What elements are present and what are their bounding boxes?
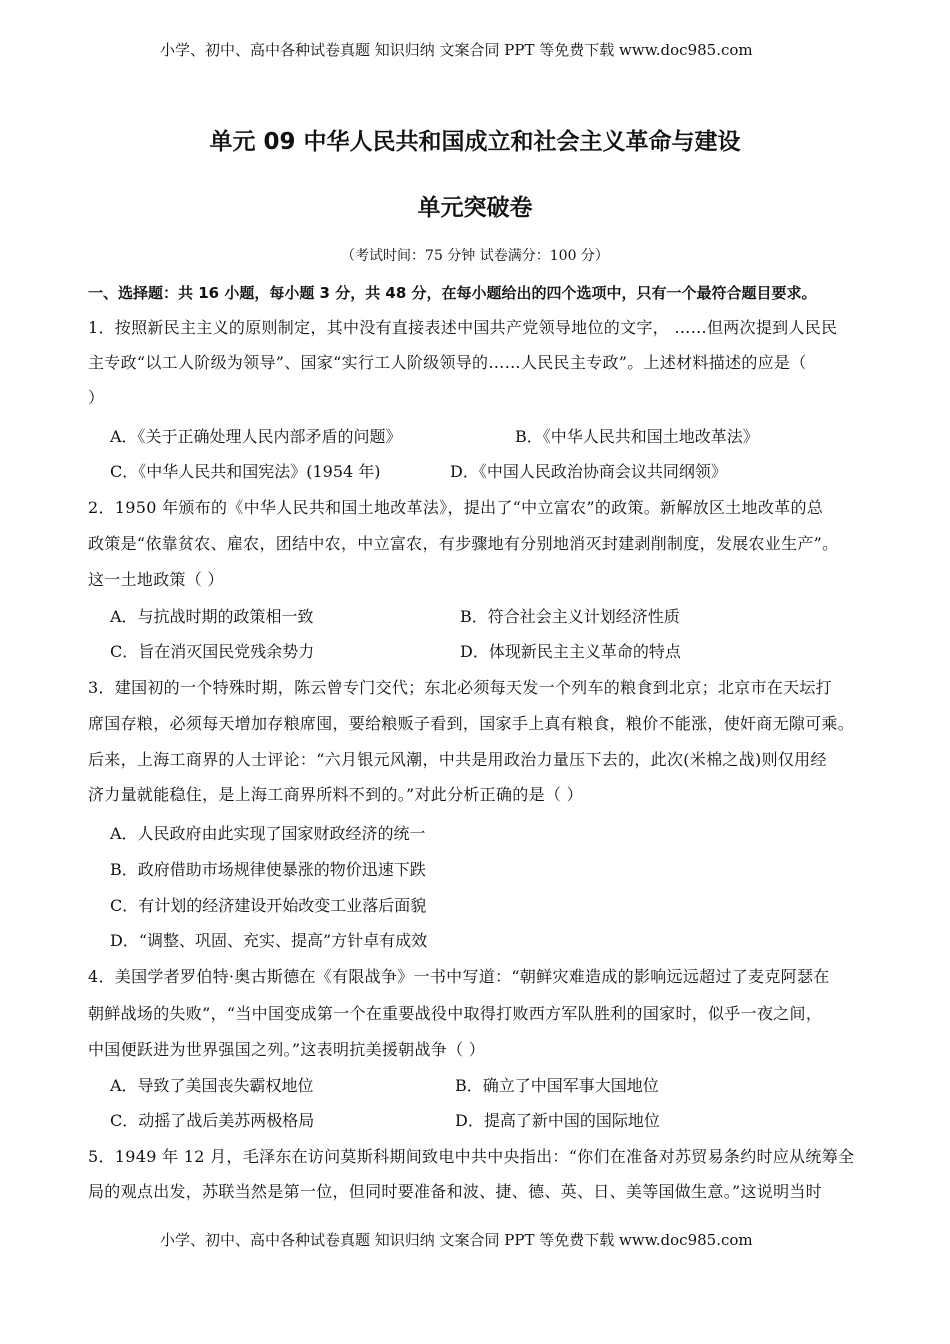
question-3-option-a: A．人民政府由此实现了国家财政经济的统一 [110,824,426,843]
question-3-option-c: C．有计划的经济建设开始改变工业落后面貌 [110,896,427,915]
question-4-line: 4．美国学者罗伯特·奥古斯德在《有限战争》一书中写道：“朝鲜灾难造成的影响远远超过了麦克阿瑟在 [88,967,830,986]
question-1-line: ） [88,388,105,407]
page-header: 小学、初中、高中各种试卷真题 知识归纳 文案合同 PPT 等免费下载 www.doc985.com [160,41,753,59]
question-3-option-b: B．政府借助市场规律使暴涨的物价迅速下跌 [110,860,426,879]
question-2-line: 这一土地政策（ ） [88,570,224,589]
question-4-line: 中国便跃进为世界强国之列。”这表明抗美援朝战争（ ） [88,1040,486,1059]
question-2-option-b: B．符合社会主义计划经济性质 [460,607,680,626]
question-4-option-a: A．导致了美国丧失霸权地位 [110,1076,314,1095]
question-2-line: 政策是“依靠贫农、雇农，团结中农，中立富农，有步骤地有分别地消灭封建剥削制度，发展农业生产”。 [88,534,839,553]
document-title: 单元 09 中华人民共和国成立和社会主义革命与建设 [209,129,741,155]
question-4-option-c: C．动摇了战后美苏两极格局 [110,1111,315,1130]
question-4-line: 朝鲜战场的失败”，“当中国变成第一个在重要战役中取得打败西方军队胜利的国家时，似乎一夜之间， [88,1004,823,1023]
section-heading: 一、选择题：共 16 小题，每小题 3 分，共 48 分，在每小题给出的四个选项中，只有一个最符合题目要求。 [88,284,817,302]
question-1-line: 1．按照新民主主义的原则制定，其中没有直接表述中国共产党领导地位的文字， ……但两次提到人民民 [88,318,838,337]
question-2-line: 2．1950 年颁布的《中华人民共和国土地改革法》，提出了“中立富农”的政策。新解放区土地改革的总 [88,498,824,517]
document-subtitle: 单元突破卷 [417,195,533,221]
question-3-line: 3．建国初的一个特殊时期，陈云曾专门交代；东北必须每天发一个列车的粮食到北京；北京市在天坛打 [88,678,832,697]
exam-info: （考试时间：75 分钟 试卷满分：100 分） [341,248,609,264]
question-1-line: 主专政“以工人阶级为领导”、国家“实行工人阶级领导的……人民民主专政”。上述材料描述的应是（ [88,353,807,372]
question-4-option-d: D．提高了新中国的国际地位 [455,1111,660,1130]
question-1-option-d: D．《中国人民政治协商会议共同纲领》 [450,462,727,481]
question-1-option-c: C．《中华人民共和国宪法》(1954 年) [110,462,381,481]
page-footer: 小学、初中、高中各种试卷真题 知识归纳 文案合同 PPT 等免费下载 www.doc985.com [160,1231,753,1249]
question-4-option-b: B．确立了中国军事大国地位 [455,1076,659,1095]
question-1-option-b: B．《中华人民共和国土地改革法》 [515,427,759,446]
question-3-line: 后来，上海工商界的人士评论：“六月银元风潮，中共是用政治力量压下去的，此次(米棉之战)则仅用经 [88,750,827,769]
question-2-option-c: C．旨在消灭国民党残余势力 [110,642,315,661]
question-5-line: 5．1949 年 12 月，毛泽东在访问莫斯科期间致电中共中央指出：“你们在准备对苏贸易条约时应从统筹全 [88,1147,855,1166]
question-2-option-a: A．与抗战时期的政策相一致 [110,607,314,626]
question-5-line: 局的观点出发，苏联当然是第一位，但同时要准备和波、捷、德、英、日、美等国做生意。”这说明当时 [88,1182,822,1201]
question-3-line: 席国存粮，必须每天增加存粮席囤，要给粮贩子看到，国家手上真有粮食，粮价不能涨，使奸商无隙可乘。 [88,714,855,733]
question-1-option-a: A．《关于正确处理人民内部矛盾的问题》 [110,427,402,446]
question-3-option-d: D．“调整、巩固、充实、提高”方针卓有成效 [110,931,428,950]
question-3-line: 济力量就能稳住，是上海工商界所料不到的。”对此分析正确的是（ ） [88,785,583,804]
question-2-option-d: D．体现新民主主义革命的特点 [460,642,681,661]
